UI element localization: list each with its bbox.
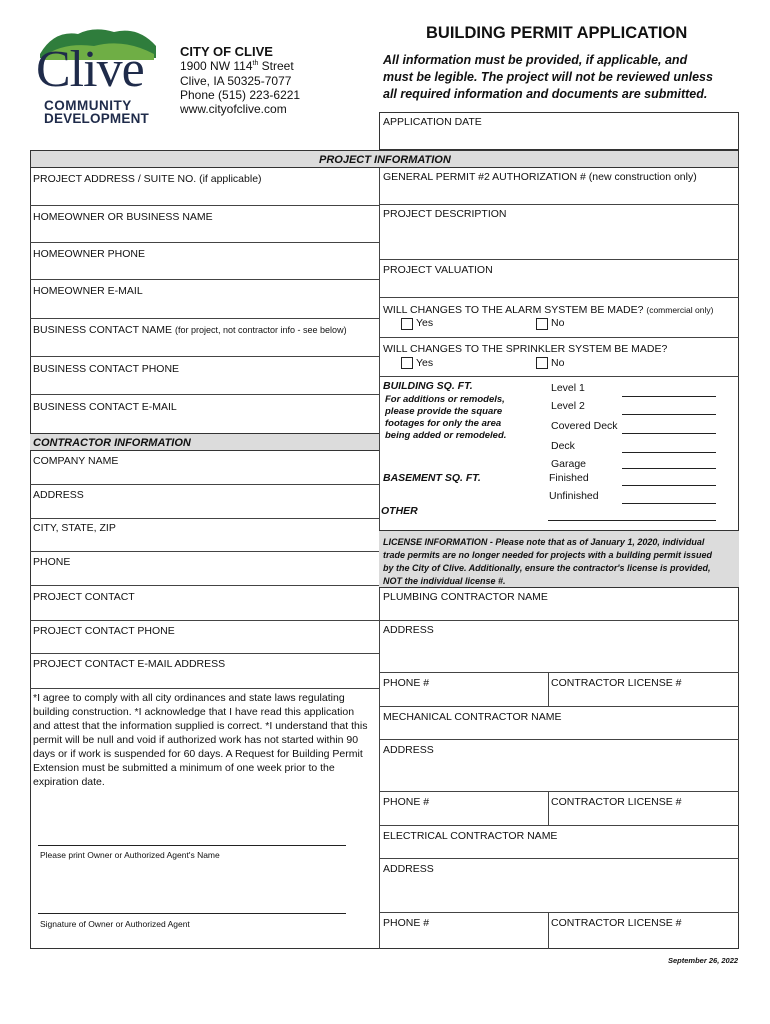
license-notice-1: LICENSE INFORMATION - Please note that as of January 1, 2020, individual [383, 537, 705, 547]
level1-line[interactable] [622, 396, 716, 397]
org-address-line2: Clive, IA 50325-7077 [180, 74, 292, 88]
homeowner-phone-label: HOMEOWNER PHONE [33, 248, 146, 260]
homeowner-name-label: HOMEOWNER OR BUSINESS NAME [33, 211, 213, 223]
business-contact-label [33, 324, 347, 336]
row-divider [30, 653, 379, 654]
finished-line[interactable] [622, 485, 716, 486]
license-notice-4: NOT the individual license #. [383, 576, 506, 586]
address-line1-sup: th [252, 60, 259, 67]
row-divider [379, 706, 739, 707]
col-divider [548, 912, 549, 949]
general-permit-label: GENERAL PERMIT #2 AUTHORIZATION # (new construction only) [383, 171, 697, 183]
logo-line-community: COMMUNITY [44, 98, 132, 113]
level2-line[interactable] [622, 414, 716, 415]
electrical-phone-label: PHONE # [383, 917, 430, 929]
agreement-line-4: permit will be null and void if authorized work has not started within 90 [33, 734, 359, 746]
garage-line[interactable] [622, 468, 716, 469]
alarm-question [383, 304, 713, 316]
row-divider [30, 518, 379, 519]
agreement-line-5: days or if work is suspended for 60 days. A Request for Building Permit [33, 748, 363, 760]
row-divider [30, 356, 379, 357]
business-contact-label-text: BUSINESS CONTACT NAME [33, 324, 173, 336]
org-website: www.cityofclive.com [180, 102, 287, 116]
row-divider [30, 484, 379, 485]
col-divider [548, 672, 549, 706]
row-divider [30, 242, 379, 243]
deck-line[interactable] [622, 452, 716, 453]
alarm-yes-checkbox[interactable] [401, 318, 413, 330]
alarm-yes-label: Yes [416, 317, 434, 329]
business-email-label: BUSINESS CONTACT E-MAIL [33, 401, 177, 413]
building-sqft-note-1: For additions or remodels, [385, 394, 505, 405]
contractor-address-label: ADDRESS [33, 489, 84, 501]
deck-label: Deck [551, 440, 575, 452]
row-divider [379, 672, 739, 673]
homeowner-email-label: HOMEOWNER E-MAIL [33, 285, 143, 297]
row-divider [379, 337, 739, 338]
project-info-title: PROJECT INFORMATION [319, 154, 451, 166]
agreement-line-1: *I agree to comply with all city ordinances and state laws regulating [33, 692, 345, 704]
electrical-address-label: ADDRESS [383, 863, 434, 875]
org-phone: Phone (515) 223-6221 [180, 88, 301, 102]
contractor-info-title: CONTRACTOR INFORMATION [33, 437, 191, 449]
row-divider [379, 825, 739, 826]
project-contact-label: PROJECT CONTACT [33, 591, 135, 603]
business-phone-label: BUSINESS CONTACT PHONE [33, 363, 180, 375]
project-description-label: PROJECT DESCRIPTION [383, 208, 507, 220]
project-contact-email-label: PROJECT CONTACT E-MAIL ADDRESS [33, 658, 226, 670]
plumbing-address-label: ADDRESS [383, 624, 434, 636]
covered-deck-label: Covered Deck [551, 420, 618, 432]
license-notice-3: by the City of Clive. Additionally, ensure the contractor's license is provided, [383, 563, 711, 573]
row-divider [379, 791, 739, 792]
row-divider [30, 279, 379, 280]
building-sqft-note-2: please provide the square [385, 406, 503, 417]
alarm-question-text: WILL CHANGES TO THE ALARM SYSTEM BE MADE? [383, 304, 644, 316]
row-divider [30, 585, 379, 586]
org-address-line1 [180, 59, 294, 73]
sprinkler-no-checkbox[interactable] [536, 357, 548, 369]
alarm-no-checkbox[interactable] [536, 318, 548, 330]
address-line1-pre: 1900 NW 114 [180, 59, 253, 73]
row-divider [379, 912, 739, 913]
print-name-label: Please print Owner or Authorized Agent's Name [40, 850, 220, 860]
garage-label: Garage [551, 458, 587, 470]
contractor-city-label: CITY, STATE, ZIP [33, 522, 116, 534]
agreement-line-3: and attest that the information supplied is correct. *I understand that this [33, 720, 368, 732]
project-contact-phone-label: PROJECT CONTACT PHONE [33, 625, 175, 637]
electrical-contractor-label: ELECTRICAL CONTRACTOR NAME [383, 830, 558, 842]
building-sqft-note-4: being added or remodeled. [385, 430, 507, 441]
row-divider [379, 858, 739, 859]
row-divider [30, 551, 379, 552]
company-name-label: COMPANY NAME [33, 455, 119, 467]
business-contact-note: (for project, not contractor info - see below) [174, 325, 347, 335]
level1-label: Level 1 [551, 382, 585, 394]
row-divider [30, 620, 379, 621]
mechanical-address-label: ADDRESS [383, 744, 434, 756]
row-divider [379, 739, 739, 740]
agreement-line-2: building construction. *I acknowledge that I have read this application [33, 706, 355, 718]
plumbing-phone-label: PHONE # [383, 677, 430, 689]
agreement-line-7: expiration date. [33, 776, 105, 788]
footer-date: September 26, 2022 [668, 956, 739, 965]
finished-label: Finished [549, 472, 589, 484]
sprinkler-no-label: No [551, 357, 565, 369]
row-divider [30, 205, 379, 206]
mechanical-license-label: CONTRACTOR LICENSE # [551, 796, 682, 808]
print-name-line[interactable] [38, 845, 346, 846]
plumbing-license-label: CONTRACTOR LICENSE # [551, 677, 682, 689]
sprinkler-question: WILL CHANGES TO THE SPRINKLER SYSTEM BE MADE? [383, 343, 668, 355]
sprinkler-yes-label: Yes [416, 357, 434, 369]
col-divider [548, 791, 549, 825]
project-address-label: PROJECT ADDRESS / SUITE NO. (if applicable) [33, 173, 262, 185]
row-divider [379, 259, 739, 260]
row-divider [30, 394, 379, 395]
sprinkler-yes-checkbox[interactable] [401, 357, 413, 369]
building-sqft-note-3: footages for only the area [385, 418, 502, 429]
building-sqft-label: BUILDING SQ. FT. [383, 380, 473, 392]
logo-line-development: DEVELOPMENT [44, 111, 149, 126]
signature-line[interactable] [38, 913, 346, 914]
row-divider [379, 204, 739, 205]
notice-line-3: all required information and documents are submitted. [383, 87, 708, 101]
unfinished-line[interactable] [622, 503, 716, 504]
row-divider [30, 318, 379, 319]
notice-line-1: All information must be provided, if applicable, and [383, 53, 688, 67]
notice-line-2: must be legible. The project will not be reviewed unless [383, 70, 713, 84]
signature-label: Signature of Owner or Authorized Agent [40, 919, 190, 929]
row-divider [379, 620, 739, 621]
mechanical-phone-label: PHONE # [383, 796, 430, 808]
level2-label: Level 2 [551, 400, 585, 412]
alarm-question-note: (commercial only) [646, 305, 714, 315]
logo-word: Clive [36, 41, 144, 98]
other-line[interactable] [548, 520, 716, 521]
alarm-no-label: No [551, 317, 565, 329]
other-label: OTHER [381, 505, 418, 517]
project-valuation-label: PROJECT VALUATION [383, 264, 493, 276]
contractor-phone-label: PHONE [33, 556, 71, 568]
row-divider [379, 297, 739, 298]
electrical-license-label: CONTRACTOR LICENSE # [551, 917, 682, 929]
org-name: CITY OF CLIVE [180, 44, 273, 59]
covered-deck-line[interactable] [622, 433, 716, 434]
row-divider [30, 688, 379, 689]
unfinished-label: Unfinished [549, 490, 599, 502]
license-notice-2: trade permits are no longer needed for projects with a building permit issued [383, 550, 713, 560]
agreement-line-6: Extension must be submitted a minimum of one week prior to the [33, 762, 335, 774]
address-line1-post: Street [258, 59, 294, 73]
row-divider [379, 376, 739, 377]
application-date-label: APPLICATION DATE [383, 116, 482, 128]
plumbing-contractor-label: PLUMBING CONTRACTOR NAME [383, 591, 548, 603]
mechanical-contractor-label: MECHANICAL CONTRACTOR NAME [383, 711, 562, 723]
form-title: BUILDING PERMIT APPLICATION [426, 24, 688, 42]
basement-sqft-label: BASEMENT SQ. FT. [383, 472, 481, 484]
